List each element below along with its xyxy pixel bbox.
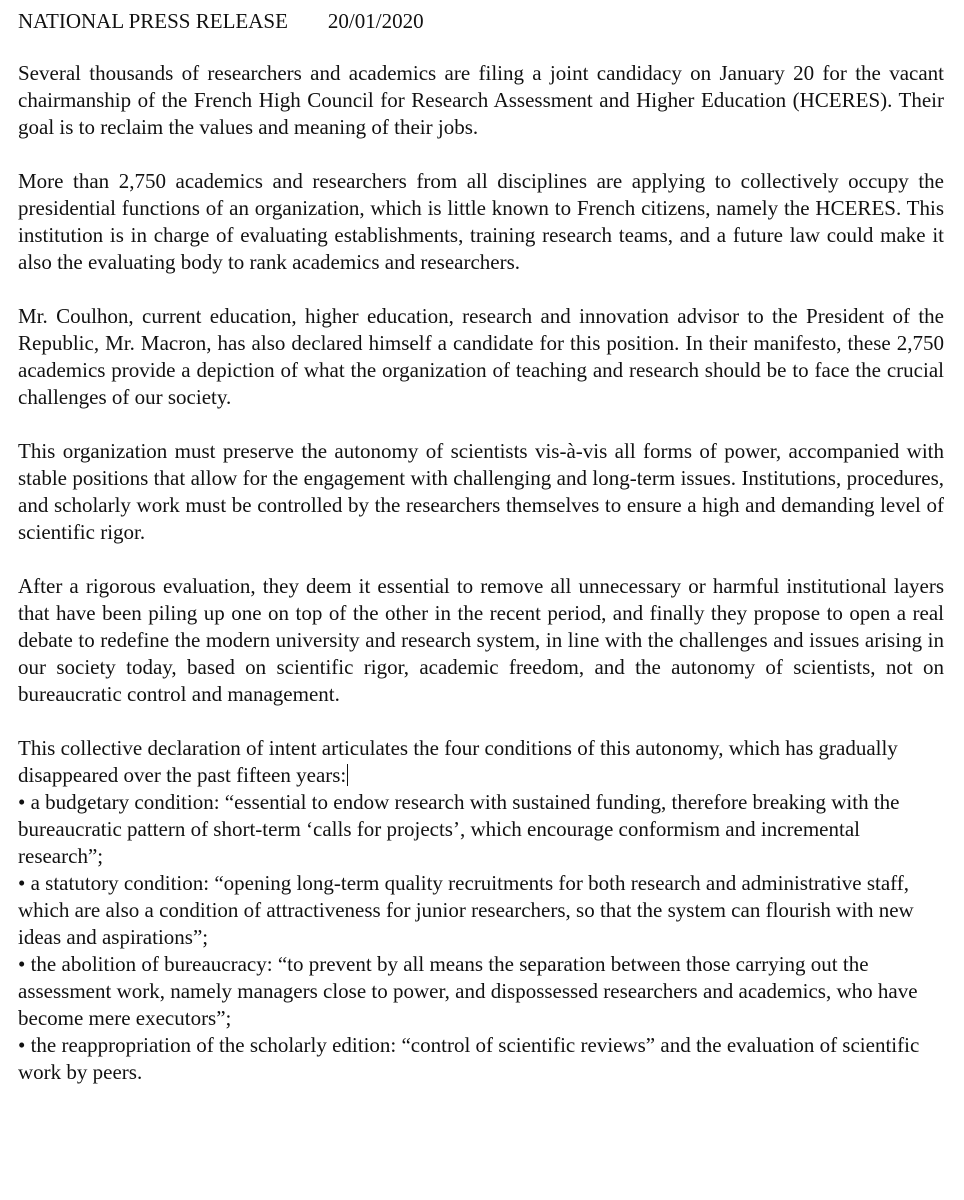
text-cursor [347,764,348,786]
conditions-intro-text: This collective declaration of intent articulates the four conditions of this autonomy, which has gradually disappeared over the past fifteen years: [18,736,898,787]
list-item-bureaucracy: • the abolition of bureaucracy: “to prevent by all means the separation between those carrying out the assessment work, namely managers close to power, and dispossessed researchers and academics, who have become mere executors”; [18,952,918,1030]
conditions-intro [18,735,944,789]
paragraph-applicants: More than 2,750 academics and researchers from all disciplines are applying to collectively occupy the presidential functions of an organization, which is little known to French citizens, namely the HCERES. This institution is in charge of evaluating establishments, training research teams, and a future law could make it also the evaluating body to rank academics and researchers. [18,169,944,274]
press-release-date: 20/01/2020 [327,9,424,33]
list-item-budgetary: • a budgetary condition: “essential to endow research with sustained funding, therefore breaking with the bureaucratic pattern of short-term ‘calls for projects’, which encourage conformism and incremental research”; [18,790,900,868]
paragraph-autonomy: This organization must preserve the autonomy of scientists vis-à-vis all forms of power, accompanied with stable positions that allow for the engagement with challenging and long-term issues. Institutions, procedures, and scholarly work must be controlled by the researchers themselves to ensure a high and demanding level of scientific rigor. [18,439,944,544]
press-release-header [18,8,944,35]
paragraph-evaluation: After a rigorous evaluation, they deem it essential to remove all unnecessary or harmful institutional layers that have been piling up one on top of the other in the recent period, and finally they propose to open a real debate to redefine the modern university and research system, in line with the challenges and issues arising in our society today, based on scientific rigor, academic freedom, and the autonomy of scientists, not on bureaucratic control and management. [18,574,944,706]
paragraph-coulhon: Mr. Coulhon, current education, higher education, research and innovation advisor to the President of the Republic, Mr. Macron, has also declared himself a candidate for this position. In their manifesto, these 2,750 academics provide a depiction of what the organization of teaching and research should be to face the crucial challenges of our society. [18,304,944,409]
conditions-list [18,789,944,1086]
list-item-scholarly-edition: • the reappropriation of the scholarly edition: “control of scientific reviews” and the evaluation of scientific work by peers. [18,1033,920,1084]
paragraph-intro: Several thousands of researchers and academics are filing a joint candidacy on January 20 for the vacant chairmanship of the French High Council for Research Assessment and Higher Education (HCERES). Their goal is to reclaim the values and meaning of their jobs. [18,61,944,139]
press-release-title: NATIONAL PRESS RELEASE [18,9,288,33]
list-item-statutory: • a statutory condition: “opening long-term quality recruitments for both research and administrative staff, which are also a condition of attractiveness for junior researchers, so that the system can flourish with new ideas and aspirations”; [18,871,914,949]
